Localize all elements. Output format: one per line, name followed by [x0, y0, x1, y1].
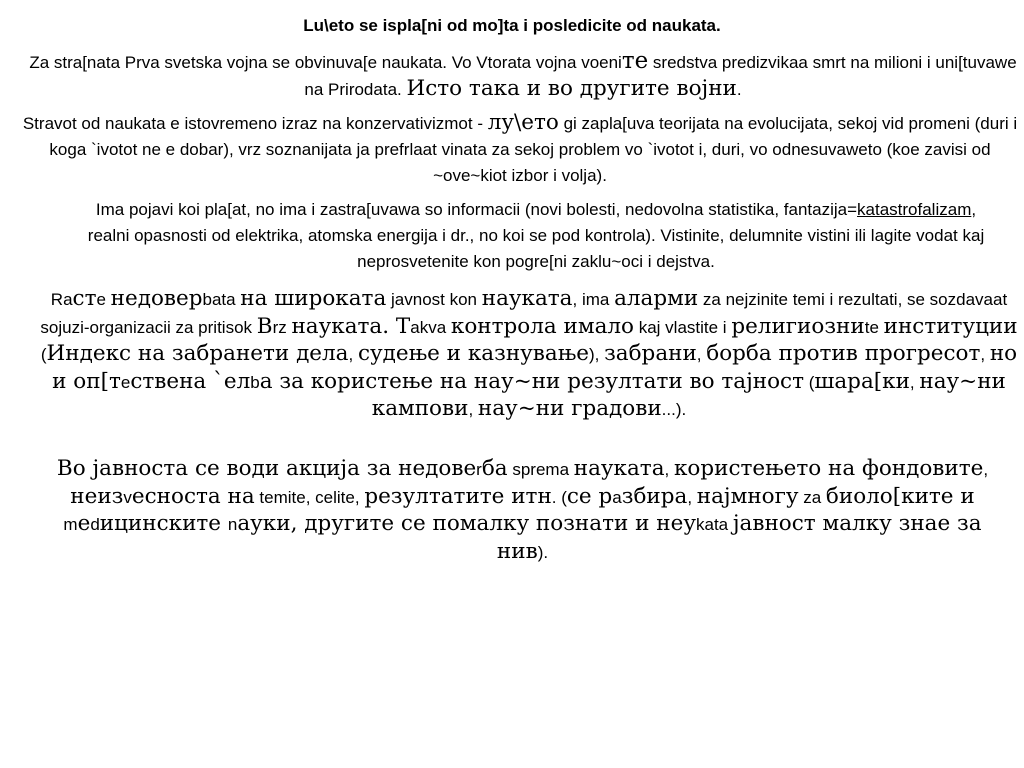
text-run: r — [476, 460, 482, 479]
text-run: . — [736, 80, 742, 99]
text-run: d — [90, 515, 100, 534]
text-run: но и оп[т — [52, 341, 1018, 394]
slide-title: Lu\eto se ispla[ni od mo]ta i posledicite od naukata. — [303, 16, 721, 35]
text-run: ба — [481, 456, 508, 481]
text-run: користењето на фондовите — [673, 456, 984, 481]
text-run: , — [980, 345, 990, 364]
text-run: на широката — [240, 286, 387, 311]
text-run: , — [696, 345, 707, 364]
text-run: , — [909, 372, 920, 392]
text-run: , — [983, 460, 989, 479]
text-run: kata — [696, 515, 733, 534]
text-run: gi zapla[uva teorijata na evolucijata, sekoj vid promeni (duri i koga `ivotot ne e dobar), vrz soznanijata ja prefrlaat vinata za sekoj problem vo `ivotot i, duri, vo odnesuvaweto (koe zavisi od ~ove~kiot izbor i volja). — [49, 114, 1018, 185]
text-run: , — [664, 460, 674, 479]
text-run: најмногу — [696, 483, 799, 509]
text-run: Индекс на забранети дела — [46, 341, 349, 366]
text-run: bata — [202, 290, 241, 309]
text-run: ицинските — [99, 511, 228, 536]
text-run: контрола имало — [450, 313, 634, 339]
text-run: ст — [72, 286, 97, 311]
text-run: akva — [410, 317, 451, 337]
text-run: есноста на — [131, 483, 255, 509]
text-run: Ima pojavi koi pla[at, no ima i zastra[uvawa so informacii (novi bolesti, nedovolna statistika, fantazija= — [95, 200, 858, 219]
text-run: e — [96, 290, 111, 309]
text-run: Stravot od naukata e istovremeno izraz na konzervativizmot - — [22, 114, 488, 133]
text-run: науката — [481, 286, 573, 311]
text-run: Исто така и во другите војни — [406, 76, 737, 101]
text-run: , — [468, 400, 478, 419]
text-run: , ima — [572, 290, 615, 309]
text-run: недовер — [110, 286, 203, 311]
text-run: биоло[ките и — [825, 483, 975, 509]
text-run: , — [687, 487, 697, 507]
text-run: забрани — [604, 341, 697, 366]
text-run: религиозни — [731, 313, 865, 339]
text-run: sredstva predizvikaa smrt na milioni i uni[tuvawe na Prirodata. — [304, 53, 1017, 99]
text-run: rz — [272, 317, 292, 337]
text-run: , — [348, 345, 358, 364]
paragraph-1 — [28, 48, 1018, 103]
text-run: b — [250, 372, 260, 392]
text-run: науката — [573, 456, 665, 481]
text-run: нау~ни кампови — [371, 368, 1006, 421]
text-run: kaj vlastite i — [634, 317, 732, 337]
text-run: ( — [803, 372, 815, 392]
text-run: судење и казнување — [357, 341, 589, 366]
text-run: ), — [588, 345, 605, 364]
text-run: temite, celite, — [254, 487, 365, 507]
text-run: институции — [883, 313, 1018, 339]
text-run: неиз — [70, 483, 124, 509]
paragraph-2 — [22, 110, 1018, 189]
text-run: те — [621, 48, 649, 74]
text-run: ...). — [661, 400, 687, 419]
text-run: ( — [40, 345, 47, 364]
text-run: борба против прогресот — [706, 341, 981, 366]
text-run: Ra — [50, 290, 73, 309]
text-run: javnost kon — [386, 290, 482, 309]
text-run: збира — [621, 483, 688, 509]
text-run: a — [612, 487, 622, 507]
text-run: za — [798, 487, 826, 507]
text-run: резултатите итн — [364, 483, 552, 509]
text-run: шара[ки — [814, 368, 910, 394]
paragraph-3 — [86, 197, 986, 275]
text-run: се р — [566, 483, 613, 509]
paragraph-4 — [34, 286, 1024, 424]
text-run: е — [77, 511, 91, 536]
text-run: v — [123, 487, 132, 507]
text-run: te — [864, 317, 884, 337]
text-run: нау~ни градови — [477, 396, 662, 421]
paragraph-5 — [40, 456, 1005, 566]
text-run: ауки, другите се помалку познати и неу — [237, 511, 696, 536]
text-run: , realni opasnosti od elektrika, atomska energija i dr., no koi se pod kontrola). Vistinite, delumnite vistini ili lagite vodat kaj neprosvetenite kon pogre[ni zaklu~oci i dejstva. — [87, 200, 985, 271]
text-run: јавност малку знае за нив — [496, 511, 982, 564]
text-run: ствена `ел — [130, 368, 251, 394]
text-run: sprema — [507, 460, 574, 479]
text-run: аларми — [614, 286, 699, 311]
text-run: Za stra[nata Prva svetska vojna se obvinuva[e naukata. Vo Vtorata vojna voeni — [29, 53, 622, 72]
hyperlink-text[interactable]: katastrofalizam — [857, 200, 972, 219]
text-run: Во јавноста се води акција за недове — [56, 456, 477, 481]
text-run: e — [120, 372, 131, 392]
text-run: m — [63, 515, 78, 534]
text-run: ). — [537, 542, 549, 562]
text-run: . ( — [551, 487, 567, 507]
text-run: В — [256, 313, 273, 339]
text-run: науката. Т — [291, 313, 411, 339]
text-run: n — [227, 515, 238, 534]
text-run: лу\ето — [487, 110, 559, 135]
text-run: za nejzinite temi i rezultati, se sozdavaat sojuzi-organizacii za pritisok — [40, 290, 1008, 337]
text-run: а за користење на нау~ни резултати во тајност — [259, 368, 804, 394]
